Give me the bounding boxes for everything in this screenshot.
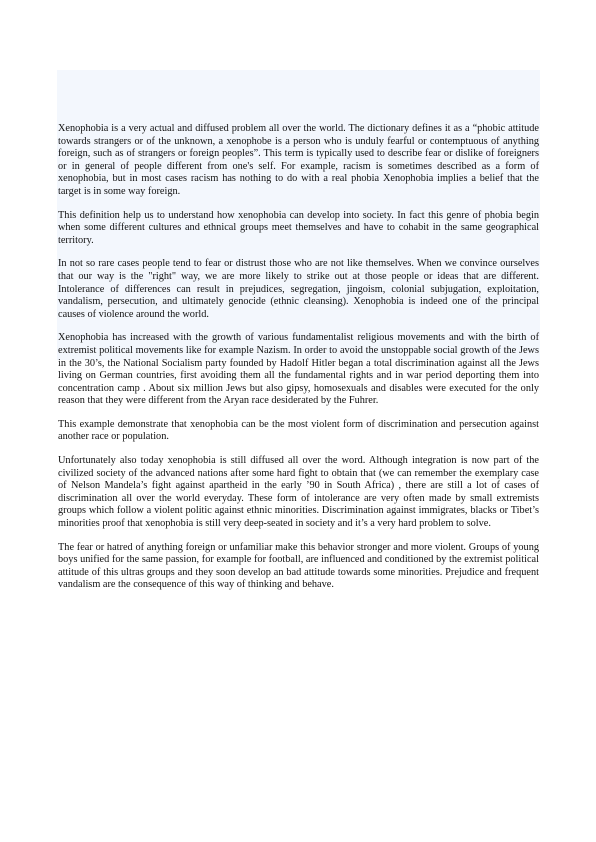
paragraph-2: This definition help us to understand how xenophobia can develop into society. In fact this genre of phobia begin when some different cultures and ethnical groups meet themselves and have to cohabit in the same geographical territory. [58,209,539,246]
paragraph-7: The fear or hatred of anything foreign or unfamiliar make this behavior stronger and more violent. Groups of young boys unified for the same passion, for example for football, are influenced and conditioned by the extremist political attitude of this ultras groups and they soon develop an bad attitude towards some minorities. Prejudice and frequent vandalism are the consequence of this way of thinking and behave. [58,541,539,591]
paragraph-1: Xenophobia is a very actual and diffused problem all over the world. The dictionary defines it as a “phobic attitude towards strangers or of the unknown, a xenophobe is a person who is unduly fearful or contemptuous of anything foreign, such as of strangers or foreign peoples”. This term is typically used to describe fear or dislike of foreigners or in general of people different from one's self. For example, racism is sometimes described as a form of xenophobia, but in most cases racism has nothing to do with a real phobia Xenophobia implies a belief that the target is in some way foreign. [58,123,539,197]
paragraph-6: Unfortunately also today xenophobia is still diffused all over the word. Although integration is now part of the civilized society of the advanced nations after some hard fight to obtain that (we can remember the exemplary case of Nelson Mandela’s fight against apartheid in the early ’90 in South Africa) , there are still a lot of cases of discrimination all over the world everyday. These form of intolerance are very often made by small extremists groups which follow a violent politic against ethnic minorities. Discrimination against immigrates, blacks or Tibet’s minorities proof that xenophobia is still very deep-seated in society and it’s a very hard problem to solve. [58,455,539,530]
paragraph-4: Xenophobia has increased with the growth of various fundamentalist religious movements and with the birth of extremist political movements like for example Nazism. In order to avoid the unstoppable social growth of the Jews in the 30’s, the National Socialism party founded by Hadolf Hitler began a total discrimination against all the Jews living on German countries, first avoiding them all the fundamental rights and in war period deporting them into concentration camp . About six million Jews but also gipsy, homosexuals and disables were executed for the only reason that they were different from the Aryan race desiderated by the Fuhrer. [58,332,539,407]
document-body [58,123,539,603]
paragraph-3: In not so rare cases people tend to fear or distrust those who are not like themselves. When we convince ourselves that our way is the "right" way, we are more likely to strike out at those people or ideas that are different. Intolerance of differences can result in prejudices, segregation, jingoism, colonial subjugation, exploitation, vandalism, persecution, and ultimately genocide (ethnic cleansing). Xenophobia is indeed one of the principal causes of violence around the world. [58,258,539,320]
paragraph-5: This example demonstrate that xenophobia can be the most violent form of discrimination and persecution against another race or population. [58,418,539,443]
